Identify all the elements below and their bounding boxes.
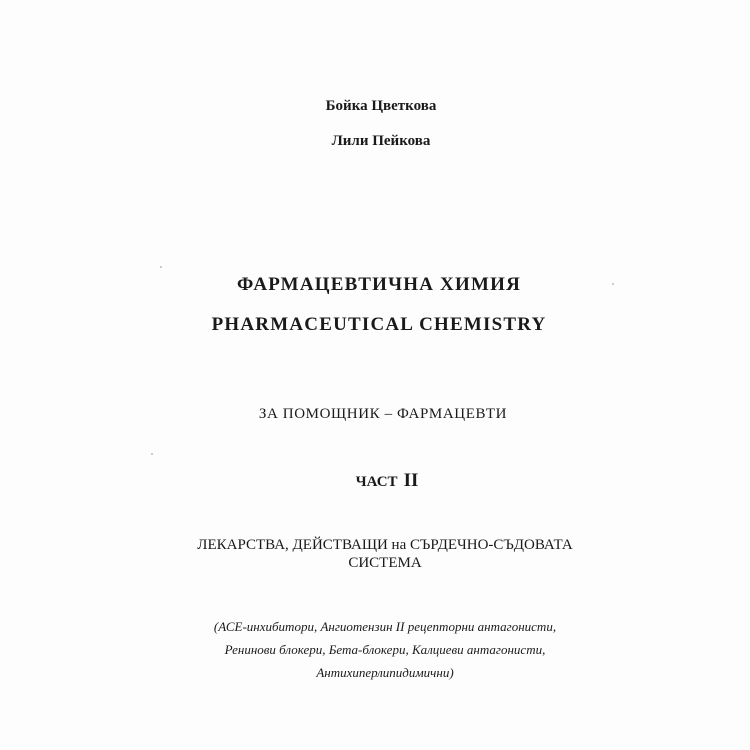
topic-line-2: СИСТЕМА <box>348 555 422 571</box>
book-title-bulgarian: ФАРМАЦЕВТИЧНА ХИМИЯ <box>237 274 521 295</box>
contents-note-line-3: Антихиперлипидимични) <box>316 665 454 680</box>
author-name-2: Лили Пейкова <box>331 133 431 149</box>
part-number: II <box>403 470 419 491</box>
author-name-1: Бойка Цветкова <box>325 98 437 114</box>
contents-note-line-2: Ренинови блокери, Бета-блокери, Калциеви антагонисти, <box>224 642 546 657</box>
book-subtitle: ЗА ПОМОЩНИК – ФАРМАЦЕВТИ <box>258 406 508 422</box>
book-title-english: PHARMACEUTICAL CHEMISTRY <box>211 314 547 335</box>
part-label: ЧАСТ <box>355 474 398 490</box>
scan-speck <box>612 283 614 285</box>
contents-note-line-1: (АСЕ-инхибитори, Ангиотензин II рецепторни антагонисти, <box>213 619 557 634</box>
part-heading <box>12 470 750 492</box>
topic-line-1: ЛЕКАРСТВА, ДЕЙСТВАЩИ на СЪРДЕЧНО-СЪДОВАТА <box>197 537 573 553</box>
scan-speck <box>160 266 162 268</box>
scan-speck <box>151 453 153 455</box>
